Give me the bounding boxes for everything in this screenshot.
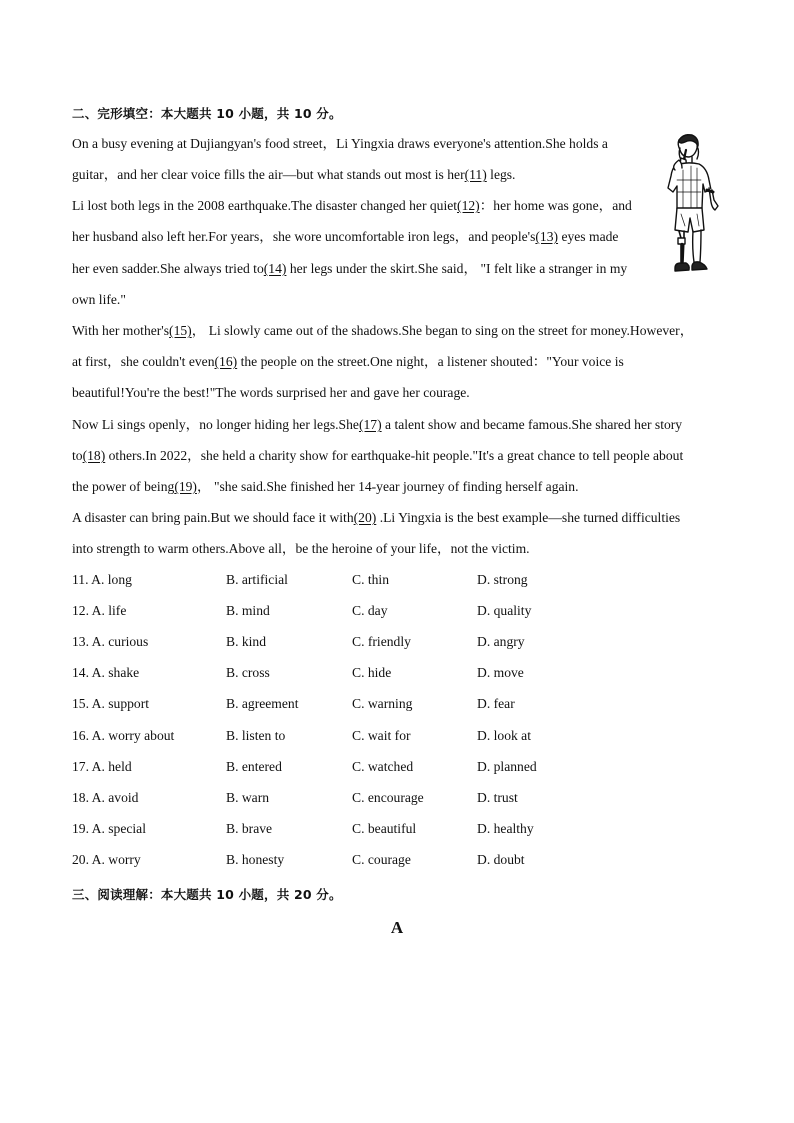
passage-a-label: A [390, 918, 404, 937]
option-14-b[interactable]: B. cross [226, 665, 270, 680]
option-12-a[interactable]: 12. A. life [72, 603, 127, 618]
blank-19: (19) [174, 479, 197, 494]
option-20-d[interactable]: D. doubt [477, 852, 525, 867]
passage-line-9: beautiful!You're the best!"The words surprised her and gave her courage. [72, 385, 470, 400]
blank-13: (13) [535, 229, 559, 244]
option-19-b[interactable]: B. brave [226, 821, 273, 836]
option-11-d[interactable]: D. strong [477, 572, 528, 587]
section-3-heading: 三、阅读理解：本大题共 10 小题，共 20 分。 [72, 887, 342, 902]
option-20-c[interactable]: C. courage [352, 852, 411, 867]
option-14-c[interactable]: C. hide [352, 665, 392, 680]
option-15-a[interactable]: 15. A. support [72, 696, 150, 711]
option-20-a[interactable]: 20. A. worry [72, 852, 141, 867]
option-13-b[interactable]: B. kind [226, 634, 267, 649]
blank-11: (11) [464, 167, 487, 182]
option-11-a[interactable]: 11. A. long [72, 572, 132, 587]
option-15-c[interactable]: C. warning [352, 696, 413, 711]
passage-line-4: her husband also left her.For years，she wore uncomfortable iron legs，and people's(13) eyes made [72, 229, 619, 244]
option-18-b[interactable]: B. warn [226, 790, 270, 805]
option-18-a[interactable]: 18. A. avoid [72, 790, 139, 805]
section-2-heading: 二、完形填空：本大题共 10 小题，共 10 分。 [72, 106, 342, 121]
option-18-c[interactable]: C. encourage [352, 790, 424, 805]
option-13-c[interactable]: C. friendly [352, 634, 411, 649]
blank-18: (18) [82, 448, 106, 463]
passage-line-10: Now Li sings openly，no longer hiding her legs.She(17) a talent show and became famous.She shared her story [72, 417, 683, 432]
passage-line-13: A disaster can bring pain.But we should face it with(20) .Li Yingxia is the best example—she turned difficulties [72, 510, 681, 525]
option-17-a[interactable]: 17. A. held [72, 759, 132, 774]
passage-line-2: guitar，and her clear voice fills the air—but what stands out most is her(11) legs. [72, 167, 516, 182]
option-18-d[interactable]: D. trust [477, 790, 518, 805]
blank-20: (20) [353, 510, 377, 525]
option-11-b[interactable]: B. artificial [226, 572, 288, 587]
option-19-d[interactable]: D. healthy [477, 821, 534, 836]
option-12-c[interactable]: C. day [352, 603, 388, 618]
option-16-b[interactable]: B. listen to [226, 728, 286, 743]
option-13-a[interactable]: 13. A. curious [72, 634, 149, 649]
option-19-c[interactable]: C. beautiful [352, 821, 417, 836]
option-17-c[interactable]: C. watched [352, 759, 414, 774]
option-19-a[interactable]: 19. A. special [72, 821, 146, 836]
passage-line-5: her even sadder.She always tried to(14) her legs under the skirt.She said， "I felt like a stranger in my [72, 261, 628, 276]
option-16-c[interactable]: C. wait for [352, 728, 411, 743]
option-17-b[interactable]: B. entered [226, 759, 282, 774]
singer-with-prosthetic-leg-illustration-icon [655, 130, 727, 285]
option-15-b[interactable]: B. agreement [226, 696, 299, 711]
option-11-c[interactable]: C. thin [352, 572, 390, 587]
option-12-d[interactable]: D. quality [477, 603, 532, 618]
option-16-d[interactable]: D. look at [477, 728, 531, 743]
option-17-d[interactable]: D. planned [477, 759, 537, 774]
passage-line-11: to(18) others.In 2022，she held a charity show for earthquake-hit people."It's a great chance to tell people about [72, 448, 684, 463]
passage-line-7: With her mother's(15)， Li slowly came out of the shadows.She began to sing on the street for money.However， [72, 323, 694, 338]
passage-line-3: Li lost both legs in the 2008 earthquake.The disaster changed her quiet(12)：her home was gone，and [72, 198, 632, 213]
blank-15: (15) [169, 323, 192, 338]
passage-line-8: at first，she couldn't even(16) the people on the street.One night，a listener shouted："Your voice is [72, 354, 624, 369]
blank-14: (14) [263, 261, 287, 276]
passage-line-14: into strength to warm others.Above all，be the heroine of your life，not the victim. [72, 541, 530, 556]
passage-line-12: the power of being(19)， "she said.She finished her 14-year journey of finding herself again. [72, 479, 579, 494]
passage-line-1: On a busy evening at Dujiangyan's food street，Li Yingxia draws everyone's attention.She holds a [72, 136, 608, 151]
option-20-b[interactable]: B. honesty [226, 852, 285, 867]
option-12-b[interactable]: B. mind [226, 603, 270, 618]
blank-12: (12) [457, 198, 480, 213]
option-13-d[interactable]: D. angry [477, 634, 525, 649]
option-15-d[interactable]: D. fear [477, 696, 515, 711]
option-14-a[interactable]: 14. A. shake [72, 665, 140, 680]
passage-line-6: own life." [72, 292, 126, 307]
option-16-a[interactable]: 16. A. worry about [72, 728, 175, 743]
blank-16: (16) [214, 354, 238, 369]
option-14-d[interactable]: D. move [477, 665, 524, 680]
blank-17: (17) [358, 417, 382, 432]
